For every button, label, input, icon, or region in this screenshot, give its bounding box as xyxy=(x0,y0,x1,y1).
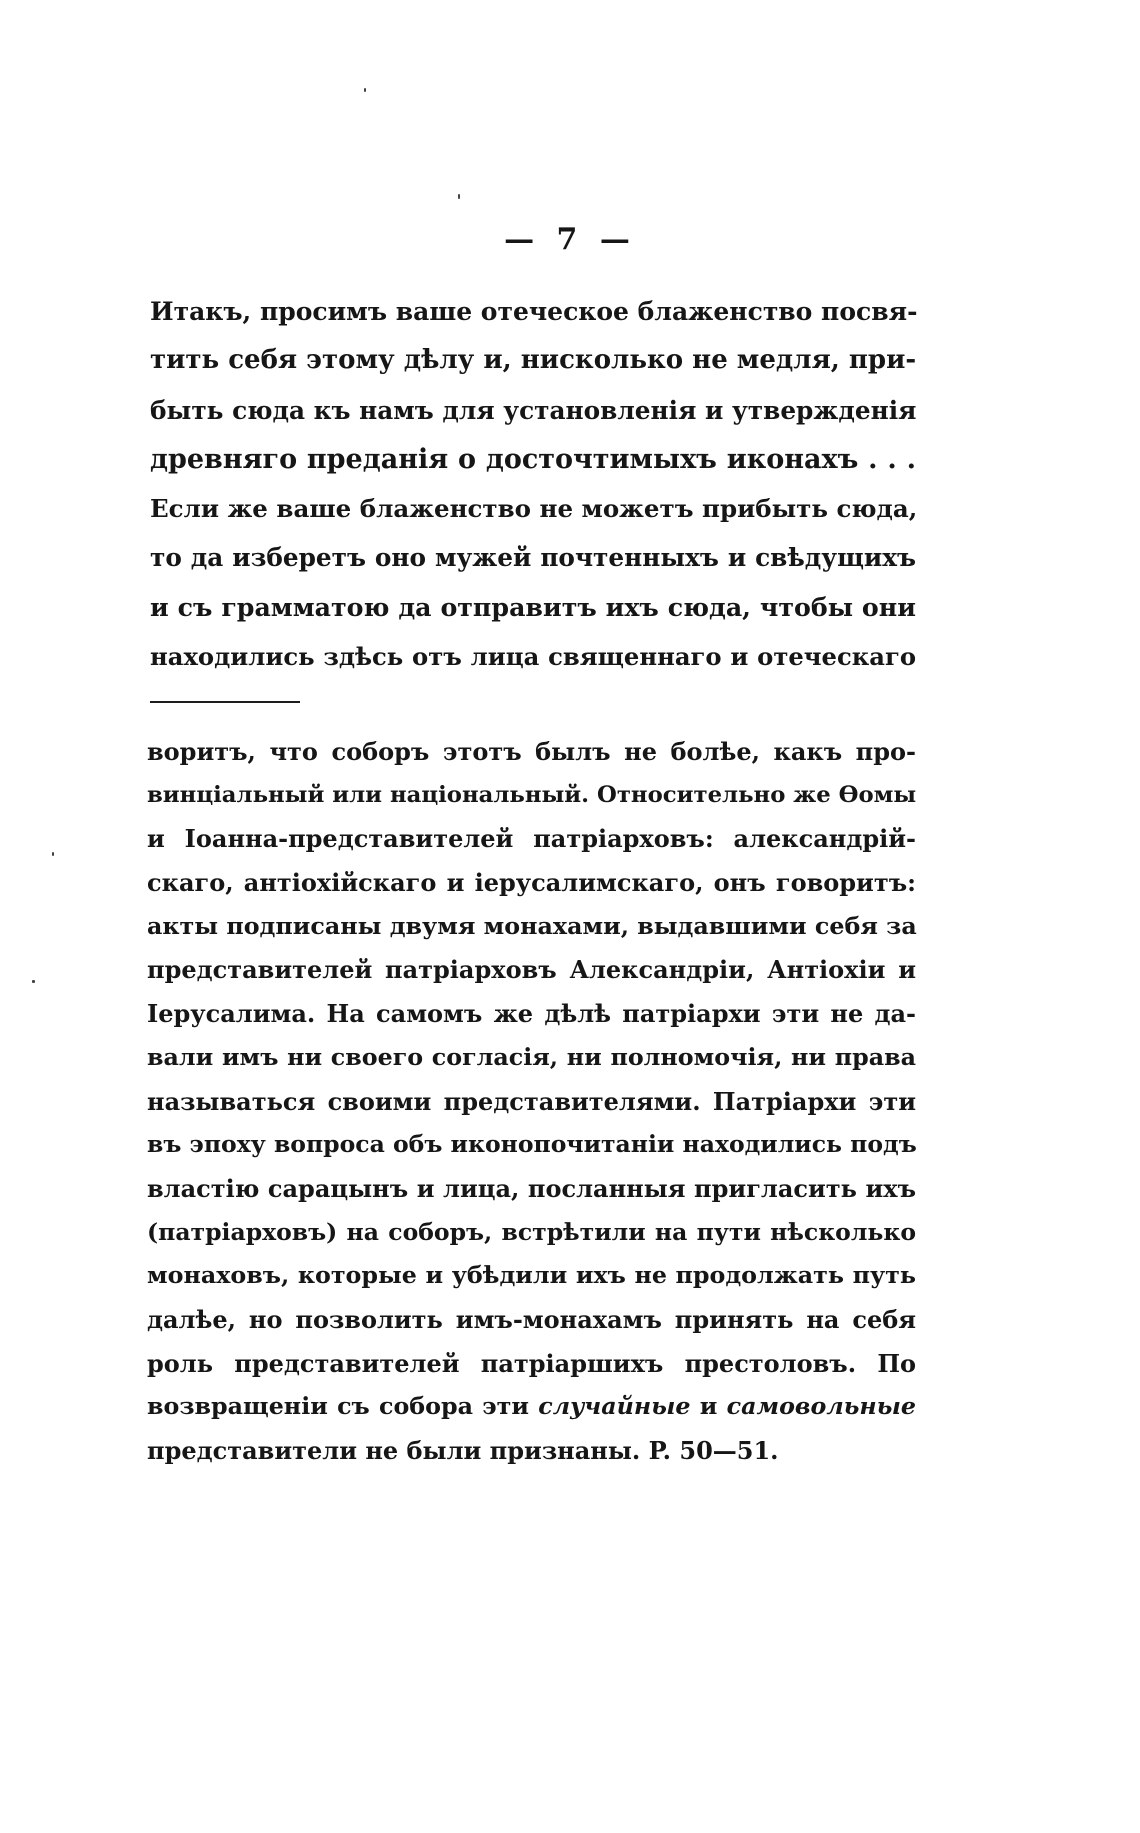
italic-word: самовольные xyxy=(726,1392,916,1421)
footnote-line: (патріарховъ) на соборъ, встрѣтили на пути нѣсколько xyxy=(147,1217,916,1246)
main-text-line: быть сюда къ намъ для установленія и утвержденія xyxy=(150,395,917,425)
main-text-line: Если же ваше блаженство не можетъ прибыть сюда, xyxy=(150,494,918,524)
footnote-line: монаховъ, которые и убѣдили ихъ не продолжать путь xyxy=(147,1261,916,1290)
footnote-line: вали имъ ни своего согласія, ни полномочія, ни права xyxy=(147,1042,916,1071)
scan-speck xyxy=(32,980,35,983)
footnote-line-mixed xyxy=(147,1385,916,1429)
scan-speck xyxy=(364,88,366,92)
footnote-line: въ эпоху вопроса объ иконопочитаніи находились подъ xyxy=(147,1130,917,1159)
footnote-line: Іерусалима. На самомъ же дѣлѣ патріархи эти не да- xyxy=(147,999,916,1029)
main-text-line: и съ грамматою да отправитъ ихъ сюда, чтобы они xyxy=(150,591,916,622)
main-text-line: Итакъ, просимъ ваше отеческое блаженство посвя- xyxy=(150,297,918,326)
footnote-line: далѣе, но позволить имъ-монахамъ принять на себя xyxy=(147,1304,916,1334)
footnote-line: воритъ, что соборъ этотъ былъ не болѣе, какъ про- xyxy=(147,737,916,766)
footnote-line: называться своими представителями. Патріархи эти xyxy=(147,1086,916,1116)
page-number: — 7 — xyxy=(504,222,636,257)
footnote-text: возвращеніи съ собора эти xyxy=(147,1392,539,1421)
main-text-line: находились здѣсь отъ лица священнаго и отеческаго xyxy=(150,642,916,672)
footnote-line: роль представителей патріаршихъ престоловъ. По xyxy=(147,1348,916,1378)
scan-speck xyxy=(52,852,54,856)
footnote-line: и Іоанна-представителей патріарховъ: александрій- xyxy=(147,824,916,854)
footnote-block xyxy=(147,730,916,1473)
scan-speck xyxy=(458,194,460,199)
main-text-line: то да изберетъ оно мужей почтенныхъ и свѣдущихъ xyxy=(150,543,916,573)
footnote-line: акты подписаны двумя монахами, выдавшими себя за xyxy=(147,911,917,940)
main-text-line: древняго преданія о досточтимыхъ иконахъ . . . xyxy=(150,443,916,475)
main-paragraph xyxy=(150,287,916,681)
footnote-line: скаго, антіохійскаго и іерусалимскаго, онъ говоритъ: xyxy=(147,868,916,898)
italic-word: случайные xyxy=(538,1392,691,1421)
footnote-line: винціальный или національный. Относительно же Ѳомы xyxy=(147,781,917,808)
footnote-line: властію сарацынъ и лица, посланныя пригласить ихъ xyxy=(147,1173,916,1203)
footnote-separator-rule xyxy=(150,701,300,703)
footnote-line: представителей патріарховъ Александріи, Антіохіи и xyxy=(147,955,916,985)
main-text-line: тить себя этому дѣлу и, нисколько не медля, при- xyxy=(150,345,917,376)
footnote-text: и xyxy=(690,1392,727,1421)
footnote-last-line: представители не были признаны. P. 50—51. xyxy=(147,1436,779,1465)
